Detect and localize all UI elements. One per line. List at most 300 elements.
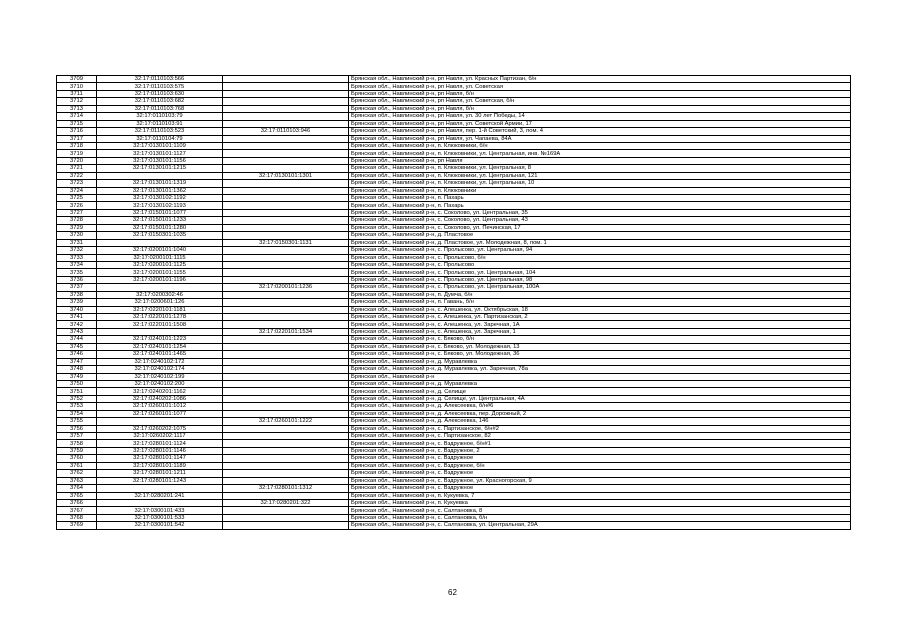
row-number-cell: 3725 [57,195,97,202]
cadastral-number-2-cell [223,165,349,172]
address-cell: Брянская обл., Навлинский р-н, п. Кукуевка, 7 [349,492,851,499]
address-cell: Брянская обл., Навлинский р-н, рп Навля, ул. Советская [349,83,851,90]
table-row [57,291,851,298]
table-row [57,336,851,343]
row-number-cell: 3732 [57,247,97,254]
address-cell: Брянская обл., Навлинский р-н, с. Партизанское, б/н#2 [349,425,851,432]
cadastral-number-2-cell [223,276,349,283]
cadastral-number-2-cell: 32:17:0110103:946 [223,128,349,135]
table-row [57,403,851,410]
cadastral-number-2-cell [223,522,349,529]
address-cell: Брянская обл., Навлинский р-н, с. Бяково, б/н [349,336,851,343]
row-number-cell: 3712 [57,98,97,105]
row-number-cell: 3743 [57,328,97,335]
table-row [57,351,851,358]
cadastral-number-2-cell [223,299,349,306]
table-row [57,105,851,112]
address-cell: Брянская обл., Навлинский р-н, п. Клюковники, б/н [349,142,851,149]
cadastral-number-2-cell [223,120,349,127]
cadastral-number-2-cell [223,195,349,202]
cadastral-number-2-cell [223,254,349,261]
row-number-cell: 3730 [57,232,97,239]
cadastral-number-2-cell [223,388,349,395]
row-number-cell: 3729 [57,224,97,231]
table-row [57,187,851,194]
cadastral-number-cell: 32:17:0150101:1280 [97,224,223,231]
table-row [57,321,851,328]
table-row [57,269,851,276]
cadastral-number-cell: 32:17:0110103:682 [97,98,223,105]
address-cell: Брянская обл., Навлинский р-н, с. Вздружное [349,485,851,492]
row-number-cell: 3738 [57,291,97,298]
address-cell: Брянская обл., Навлинский р-н, рп Навля, б/н [349,105,851,112]
cadastral-number-2-cell [223,232,349,239]
cadastral-number-cell: 32:17:0110103:79 [97,113,223,120]
cadastral-number-cell: 32:17:0110103:523 [97,128,223,135]
table-row [57,90,851,97]
cadastral-number-cell: 32:17:0110103:575 [97,83,223,90]
row-number-cell: 3711 [57,90,97,97]
row-number-cell: 3745 [57,343,97,350]
row-number-cell: 3724 [57,187,97,194]
table-row [57,314,851,321]
table-row [57,447,851,454]
cadastral-number-2-cell: 32:17:0280101:1312 [223,485,349,492]
address-cell: Брянская обл., Навлинский р-н, с. Соколово, ул. Центральная, 43 [349,217,851,224]
table-row [57,247,851,254]
cadastral-number-2-cell [223,514,349,521]
table-row [57,306,851,313]
address-cell: Брянская обл., Навлинский р-н, с. Пролысово, ул. Центральная, 104 [349,269,851,276]
cadastral-number-2-cell [223,306,349,313]
cadastral-number-cell: 32:17:0110103:768 [97,105,223,112]
cadastral-number-cell: 32:17:0150101:1233 [97,217,223,224]
table-row [57,299,851,306]
cadastral-number-cell: 32:17:0130101:1215 [97,165,223,172]
cadastral-number-2-cell [223,291,349,298]
cadastral-number-2-cell: 32:17:0220101:1534 [223,328,349,335]
row-number-cell: 3755 [57,418,97,425]
address-cell: Брянская обл., Навлинский р-н, п. Клюковники, ул. Центральная, 8 [349,165,851,172]
cadastral-number-cell: 32:17:0280101:1189 [97,462,223,469]
table-row [57,113,851,120]
row-number-cell: 3767 [57,507,97,514]
table-row [57,499,851,506]
table-row [57,395,851,402]
row-number-cell: 3721 [57,165,97,172]
cadastral-number-cell: 32:17:0200601:126 [97,299,223,306]
cadastral-number-cell: 32:17:0280101:1243 [97,477,223,484]
address-cell: Брянская обл., Навлинский р-н, с. Вздружное [349,455,851,462]
cadastral-number-2-cell [223,150,349,157]
cadastral-number-2-cell [223,477,349,484]
address-cell: Брянская обл., Навлинский р-н, д. Алексеевка, б/н#6 [349,403,851,410]
address-cell: Брянская обл., Навлинский р-н, д. Муравлевка, ул. Заречная, 78а [349,366,851,373]
cadastral-number-cell: 32:17:0130101:1362 [97,187,223,194]
table-row [57,425,851,432]
cadastral-number-2-cell [223,403,349,410]
table-row [57,157,851,164]
table-row [57,492,851,499]
row-number-cell: 3753 [57,403,97,410]
row-number-cell: 3748 [57,366,97,373]
address-cell: Брянская обл., Навлинский р-н, с. Алешенка, ул. Октябрьская, 18 [349,306,851,313]
cadastral-number-cell: 32:17:0260101:1077 [97,410,223,417]
table-row [57,135,851,142]
cadastral-number-cell: 32:17:0220101:1508 [97,321,223,328]
cadastral-number-2-cell [223,180,349,187]
cadastral-number-cell: 32:17:0240102:172 [97,358,223,365]
row-number-cell: 3754 [57,410,97,417]
table-row [57,470,851,477]
table-row [57,380,851,387]
cadastral-number-cell: 32:17:0260202:1075 [97,425,223,432]
cadastral-number-cell: 32:17:0110103:630 [97,90,223,97]
cadastral-number-2-cell [223,105,349,112]
cadastral-number-cell: 32:17:0240102:199 [97,373,223,380]
cadastral-number-2-cell [223,358,349,365]
cadastral-number-cell: 32:17:0130101:1109 [97,142,223,149]
row-number-cell: 3747 [57,358,97,365]
page-number: 62 [448,588,457,597]
address-cell: Брянская обл., Навлинский р-н, с. Пролысово, ул. Центральная, 98 [349,276,851,283]
cadastral-number-cell: 32:17:0200101:1125 [97,261,223,268]
table-row [57,76,851,83]
cadastral-number-2-cell [223,321,349,328]
row-number-cell: 3713 [57,105,97,112]
table-row [57,514,851,521]
cadastral-number-2-cell [223,462,349,469]
address-cell: Брянская обл., Навлинский р-н, п. Думча, б/н [349,291,851,298]
cadastral-number-2-cell [223,113,349,120]
cadastral-number-cell: 32:17:0300101:433 [97,507,223,514]
address-cell: Брянская обл., Навлинский р-н, с. Салтановка, 8 [349,507,851,514]
cadastral-number-2-cell: 32:17:0260101:1222 [223,418,349,425]
row-number-cell: 3740 [57,306,97,313]
cadastral-number-cell: 32:17:0220101:1278 [97,314,223,321]
address-cell: Брянская обл., Навлинский р-н, с. Салтановка, ул. Центральная, 29А [349,522,851,529]
cadastral-number-cell: 32:17:0280101:1147 [97,455,223,462]
cadastral-number-cell: 32:17:0200101:1196 [97,276,223,283]
table-row [57,477,851,484]
cadastral-number-2-cell [223,425,349,432]
cadastral-number-cell: 32:17:0280201:241 [97,492,223,499]
cadastral-number-2-cell [223,314,349,321]
address-cell: Брянская обл., Навлинский р-н, рп Навля, ул. Красных Партизан, б/н [349,76,851,83]
row-number-cell: 3727 [57,209,97,216]
cadastral-number-cell: 32:17:0240101:1465 [97,351,223,358]
cadastral-number-2-cell [223,157,349,164]
cadastral-number-2-cell [223,447,349,454]
cadastral-number-cell: 32:17:0130101:1319 [97,180,223,187]
cadastral-number-2-cell [223,187,349,194]
row-number-cell: 3739 [57,299,97,306]
cadastral-number-cell: 32:17:0220101:1181 [97,306,223,313]
table-row [57,209,851,216]
address-cell: Брянская обл., Навлинский р-н, с. Пролысово [349,261,851,268]
address-cell: Брянская обл., Навлинский р-н, с. Соколово, ул. Центральная, 35 [349,209,851,216]
cadastral-number-cell: 32:17:0280101:1146 [97,447,223,454]
row-number-cell: 3749 [57,373,97,380]
cadastral-number-2-cell [223,433,349,440]
address-cell: Брянская обл., Навлинский р-н, п. Клюковники [349,187,851,194]
address-cell: Брянская обл., Навлинский р-н, д. Селище [349,388,851,395]
table-row [57,373,851,380]
row-number-cell: 3741 [57,314,97,321]
row-number-cell: 3758 [57,440,97,447]
address-cell: Брянская обл., Навлинский р-н, п. Клюковники, ул. Центральная, 10 [349,180,851,187]
address-cell: Брянская обл., Навлинский р-н, рп Навля, б/н [349,90,851,97]
cadastral-number-cell: 32:17:0300101:533 [97,514,223,521]
cadastral-number-2-cell [223,440,349,447]
table-row [57,120,851,127]
row-number-cell: 3719 [57,150,97,157]
table-row [57,261,851,268]
row-number-cell: 3756 [57,425,97,432]
cadastral-number-cell [97,172,223,179]
cadastral-number-cell [97,485,223,492]
table-row [57,507,851,514]
address-cell: Брянская обл., Навлинский р-н, с. Соколово, ул. Печинская, 17 [349,224,851,231]
cadastral-number-cell: 32:17:0260202:1117 [97,433,223,440]
cadastral-number-2-cell [223,142,349,149]
address-cell: Брянская обл., Навлинский р-н, п. Пахарь [349,202,851,209]
address-cell: Брянская обл., Навлинский р-н, д. Алексеевка, пер. Дорожный, 2 [349,410,851,417]
cadastral-number-2-cell [223,410,349,417]
address-cell: Брянская обл., Навлинский р-н, п. Пахарь [349,195,851,202]
table-row [57,128,851,135]
table-row [57,217,851,224]
cadastral-number-cell: 32:17:0240101:1223 [97,336,223,343]
address-cell: Брянская обл., Навлинский р-н, д. Алексеевка, 146 [349,418,851,425]
cadastral-number-2-cell [223,455,349,462]
cadastral-number-cell: 32:17:0240101:1254 [97,343,223,350]
cadastral-number-cell: 32:17:0300101:542 [97,522,223,529]
cadastral-number-2-cell [223,351,349,358]
address-cell: Брянская обл., Навлинский р-н, с. Пролысово, ул. Центральная, 100А [349,284,851,291]
cadastral-number-cell: 32:17:0200302:46 [97,291,223,298]
records-table [56,75,851,530]
table-row [57,433,851,440]
address-cell: Брянская обл., Навлинский р-н, д. Пластовое, ул. Молодежная, 8, пом. 1 [349,239,851,246]
cadastral-number-cell: 32:17:0130102:1192 [97,195,223,202]
address-cell: Брянская обл., Навлинский р-н, с. Пролысово, ул. Центральная, 94 [349,247,851,254]
address-cell: Брянская обл., Навлинский р-н, п. Гавань, б/н [349,299,851,306]
row-number-cell: 3750 [57,380,97,387]
table-row [57,165,851,172]
table-row [57,195,851,202]
table-row [57,410,851,417]
cadastral-number-2-cell [223,247,349,254]
row-number-cell: 3768 [57,514,97,521]
cadastral-number-cell: 32:17:0110103:91 [97,120,223,127]
row-number-cell: 3717 [57,135,97,142]
table-body [57,76,851,530]
address-cell: Брянская обл., Навлинский р-н, с. Вздружное, ул. Красногорская, 9 [349,477,851,484]
address-cell: Брянская обл., Навлинский р-н, с. Бяково, ул. Молодежная, 13 [349,343,851,350]
table-row [57,98,851,105]
row-number-cell: 3752 [57,395,97,402]
cadastral-number-2-cell [223,507,349,514]
row-number-cell: 3723 [57,180,97,187]
table-row [57,522,851,529]
cadastral-number-cell [97,499,223,506]
cadastral-number-2-cell [223,492,349,499]
address-cell: Брянская обл., Навлинский р-н, с. Вздружное, б/н#1 [349,440,851,447]
cadastral-number-2-cell [223,224,349,231]
cadastral-number-cell [97,284,223,291]
cadastral-number-2-cell [223,366,349,373]
cadastral-number-cell: 32:17:0260101:1012 [97,403,223,410]
row-number-cell: 3760 [57,455,97,462]
cadastral-number-2-cell: 32:17:0150301:1131 [223,239,349,246]
row-number-cell: 3742 [57,321,97,328]
table-row [57,343,851,350]
address-cell: Брянская обл., Навлинский р-н, с. Вздружное, 2 [349,447,851,454]
table-row [57,276,851,283]
address-cell: Брянская обл., Навлинский р-н, с. Вздружное [349,470,851,477]
address-cell: Брянская обл., Навлинский р-н, п. Кукуевка [349,499,851,506]
cadastral-number-2-cell: 32:17:0130101:1301 [223,172,349,179]
cadastral-number-cell [97,418,223,425]
cadastral-number-cell: 32:17:0130101:1156 [97,157,223,164]
cadastral-number-cell: 32:17:0150101:1077 [97,209,223,216]
cadastral-number-2-cell [223,395,349,402]
address-cell: Брянская обл., Навлинский р-н, с. Алешенка, ул. Заречная, 1А [349,321,851,328]
row-number-cell: 3762 [57,470,97,477]
row-number-cell: 3764 [57,485,97,492]
cadastral-number-cell: 32:17:0240102:174 [97,366,223,373]
row-number-cell: 3714 [57,113,97,120]
cadastral-number-cell: 32:17:0240102:200 [97,380,223,387]
row-number-cell: 3765 [57,492,97,499]
table-row [57,388,851,395]
address-cell: Брянская обл., Навлинский р-н, рп Навля, пер. 1-й Советский, 3, пом. 4 [349,128,851,135]
cadastral-number-2-cell [223,217,349,224]
table-row [57,224,851,231]
row-number-cell: 3722 [57,172,97,179]
row-number-cell: 3761 [57,462,97,469]
row-number-cell: 3710 [57,83,97,90]
table-row [57,180,851,187]
cadastral-number-2-cell [223,209,349,216]
table-row [57,455,851,462]
address-cell: Брянская обл., Навлинский р-н, с. Салтановка, б/н [349,514,851,521]
row-number-cell: 3746 [57,351,97,358]
row-number-cell: 3769 [57,522,97,529]
cadastral-number-cell: 32:17:0110103:566 [97,76,223,83]
row-number-cell: 3763 [57,477,97,484]
cadastral-number-2-cell [223,336,349,343]
row-number-cell: 3757 [57,433,97,440]
cadastral-number-cell: 32:17:0240201:1162 [97,388,223,395]
address-cell: Брянская обл., Навлинский р-н, с. Алешенка, ул. Заречная, 1 [349,328,851,335]
row-number-cell: 3733 [57,254,97,261]
address-cell: Брянская обл., Навлинский р-н, п. Клюковники, ул. Центральная, 121 [349,172,851,179]
row-number-cell: 3728 [57,217,97,224]
address-cell: Брянская обл., Навлинский р-н, с. Пролысово, б/н [349,254,851,261]
cadastral-number-cell: 32:17:0240202:1086 [97,395,223,402]
row-number-cell: 3759 [57,447,97,454]
table-row [57,485,851,492]
table-row [57,418,851,425]
cadastral-number-2-cell [223,135,349,142]
address-cell: Брянская обл., Навлинский р-н, рп Навля, ул. Чапаева, 84А [349,135,851,142]
cadastral-number-2-cell [223,83,349,90]
cadastral-number-cell: 32:17:0200101:1115 [97,254,223,261]
cadastral-number-cell: 32:17:0200101:1155 [97,269,223,276]
cadastral-number-cell: 32:17:0200101:1040 [97,247,223,254]
address-cell: Брянская обл., Навлинский р-н, п. Клюковники, ул. Центральная, инв. №169А [349,150,851,157]
cadastral-number-2-cell [223,90,349,97]
address-cell: Брянская обл., Навлинский р-н, д. Муравлевка [349,380,851,387]
address-cell: Брянская обл., Навлинский р-н, с. Партизанское, 82 [349,433,851,440]
cadastral-number-cell: 32:17:0280101:1124 [97,440,223,447]
cadastral-number-2-cell: 32:17:0280201:322 [223,499,349,506]
table-row [57,440,851,447]
cadastral-number-cell: 32:17:0280101:1211 [97,470,223,477]
address-cell: Брянская обл., Навлинский р-н, с. Вздружное, б/н [349,462,851,469]
cadastral-number-2-cell [223,380,349,387]
row-number-cell: 3731 [57,239,97,246]
table-row [57,284,851,291]
address-cell: Брянская обл., Навлинский р-н, с. Бяково, ул. Молодежная, 36 [349,351,851,358]
cadastral-number-cell: 32:17:0130101:1127 [97,150,223,157]
table-row [57,172,851,179]
table-row [57,328,851,335]
cadastral-number-2-cell [223,343,349,350]
row-number-cell: 3734 [57,261,97,268]
row-number-cell: 3720 [57,157,97,164]
table-row [57,150,851,157]
address-cell: Брянская обл., Навлинский р-н, рп Навля [349,157,851,164]
row-number-cell: 3715 [57,120,97,127]
table-row [57,254,851,261]
address-cell: Брянская обл., Навлинский р-н, рп Навля, ул. 30 лет Победы, 14 [349,113,851,120]
table-row [57,462,851,469]
address-cell: Брянская обл., Навлинский р-н, с. Алешенка, ул. Партизанская, 2 [349,314,851,321]
address-cell: Брянская обл., Навлинский р-н, д. Селище, ул. Центральная, 4А [349,395,851,402]
row-number-cell: 3737 [57,284,97,291]
row-number-cell: 3744 [57,336,97,343]
row-number-cell: 3726 [57,202,97,209]
table-row [57,142,851,149]
table-row [57,232,851,239]
cadastral-number-cell [97,328,223,335]
cadastral-number-2-cell [223,202,349,209]
table-row [57,358,851,365]
cadastral-number-2-cell [223,373,349,380]
cadastral-number-2-cell [223,76,349,83]
cadastral-number-2-cell [223,470,349,477]
address-cell: Брянская обл., Навлинский р-н, д. Пластовое [349,232,851,239]
row-number-cell: 3736 [57,276,97,283]
cadastral-number-2-cell [223,269,349,276]
cadastral-number-cell: 32:17:0150301:1035 [97,232,223,239]
address-cell: Брянская обл., Навлинский р-н, рп Навля, ул. Советская, б/н [349,98,851,105]
row-number-cell: 3718 [57,142,97,149]
cadastral-number-2-cell: 32:17:0200101:1236 [223,284,349,291]
cadastral-number-cell [97,239,223,246]
row-number-cell: 3716 [57,128,97,135]
table-row [57,239,851,246]
cadastral-number-cell: 32:17:0130102:1193 [97,202,223,209]
row-number-cell: 3751 [57,388,97,395]
address-cell: Брянская обл., Навлинский р-н, рп Навля, ул. Советской Армии, 17 [349,120,851,127]
address-cell: Брянская обл., Навлинский р-н [349,373,851,380]
table-row [57,202,851,209]
row-number-cell: 3766 [57,499,97,506]
